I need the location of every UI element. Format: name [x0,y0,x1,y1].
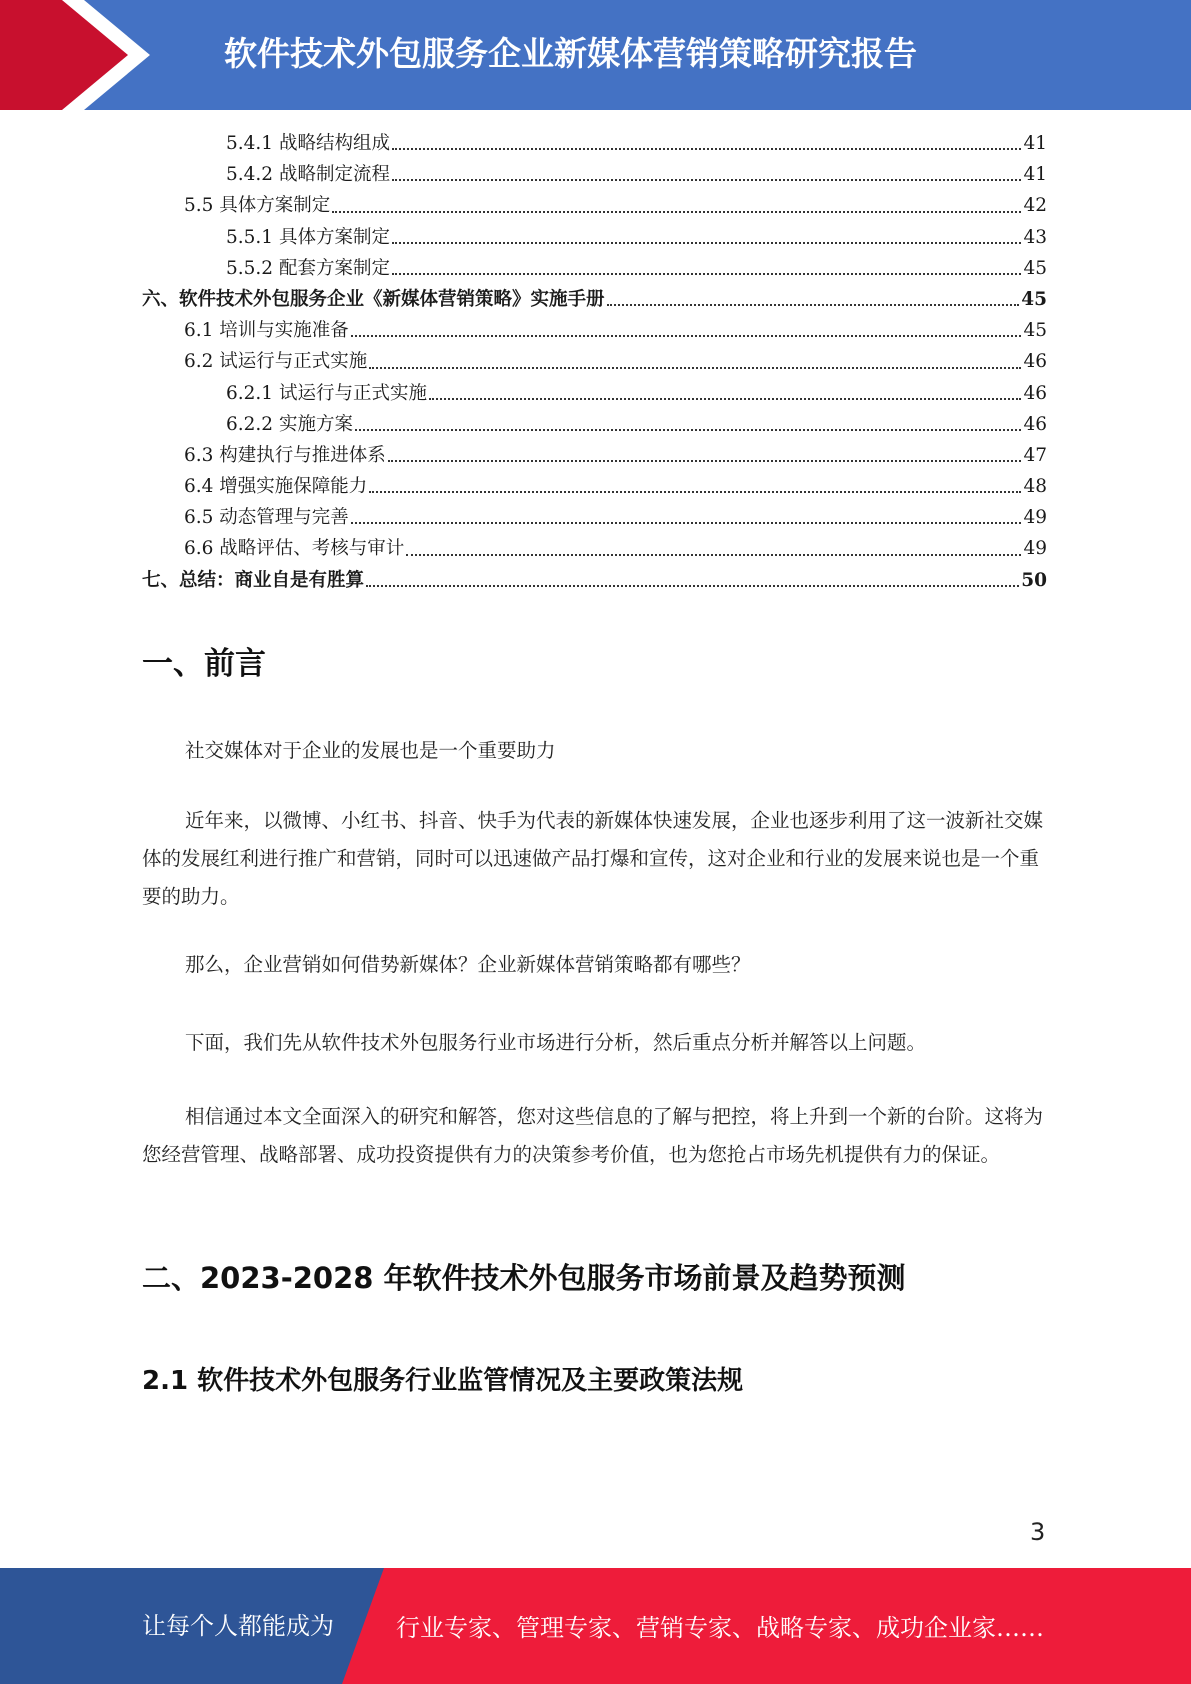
toc-entry[interactable] [142,471,1047,502]
table-of-contents [142,128,1047,596]
toc-leader-dots [351,334,1022,337]
toc-entry-label: 6.2.2 实施方案 [226,413,353,435]
toc-entry-page: 45 [1023,257,1047,279]
header-title: 软件技术外包服务企业新媒体营销策略研究报告 [224,34,917,73]
subsection-heading-regulation: 2.1 软件技术外包服务行业监管情况及主要政策法规 [142,1366,744,1396]
toc-entry-label: 5.4.2 战略制定流程 [226,164,390,186]
paragraph: 相信通过本文全面深入的研究和解答，您对这些信息的了解与把控，将上升到一个新的台阶。这将为您经营管理、战略部署、成功投资提供有力的决策参考价值，也为您抢占市场先机提供有力的保证。 [142,1105,1044,1166]
toc-entry[interactable] [142,502,1047,533]
toc-leader-dots [351,521,1022,524]
toc-leader-dots [607,303,1020,306]
toc-entry-label: 七、总结：商业自是有胜算 [142,569,365,591]
toc-entry[interactable] [142,533,1047,564]
paragraph: 社交媒体对于企业的发展也是一个重要助力 [185,739,556,762]
paragraph: 那么，企业营销如何借势新媒体？企业新媒体营销策略都有哪些？ [185,953,751,976]
toc-entry-label: 5.5 具体方案制定 [184,195,331,217]
toc-entry[interactable] [142,565,1047,596]
toc-entry[interactable] [142,253,1047,284]
toc-entry-label: 5.5.2 配套方案制定 [226,257,390,279]
toc-entry-page: 42 [1023,195,1047,217]
toc-entry[interactable] [142,315,1047,346]
page-header-banner [0,0,1191,110]
toc-entry-label: 6.2.1 试运行与正式实施 [226,382,427,404]
toc-leader-dots [392,241,1021,244]
toc-entry-label: 5.4.1 战略结构组成 [226,133,390,154]
toc-leader-dots [392,272,1021,275]
toc-entry-label: 6.6 战略评估、考核与审计 [184,538,405,560]
toc-entry-label: 6.5 动态管理与完善 [184,507,349,529]
toc-entry[interactable] [142,409,1047,440]
toc-leader-dots [392,147,1021,150]
toc-entry[interactable] [142,378,1047,409]
page-footer-banner [0,1568,1191,1684]
toc-entry-label: 6.1 培训与实施准备 [184,320,349,342]
toc-entry-page: 46 [1023,413,1047,435]
toc-entry-page: 48 [1023,476,1047,498]
toc-entry-page: 41 [1023,164,1047,186]
page-number: 3 [1030,1518,1046,1546]
toc-entry-label: 六、软件技术外包服务企业《新媒体营销策略》实施手册 [142,288,605,310]
section-heading-preface: 一、前言 [142,646,266,682]
toc-entry-label: 5.5.1 具体方案制定 [226,226,390,248]
toc-entry[interactable] [142,440,1047,471]
paragraph: 下面，我们先从软件技术外包服务行业市场进行分析，然后重点分析并解答以上问题。 [185,1031,927,1054]
toc-entry[interactable] [142,190,1047,221]
toc-entry[interactable] [142,159,1047,190]
toc-entry-page: 45 [1023,320,1047,342]
toc-entry-page: 50 [1021,569,1047,591]
paragraph: 近年来，以微博、小红书、抖音、快手为代表的新媒体快速发展，企业也逐步利用了这一波新社交媒体的发展红利进行推广和营销，同时可以迅速做产品打爆和宣传，这对企业和行业的发展来说也是一个重要的助力。 [142,809,1044,908]
toc-entry-label: 6.4 增强实施保障能力 [184,476,368,498]
section-heading-market-outlook: 二、2023-2028 年软件技术外包服务市场前景及趋势预测 [142,1261,906,1295]
toc-entry[interactable] [142,128,1047,159]
toc-leader-dots [332,210,1021,213]
toc-entry[interactable] [142,222,1047,253]
toc-leader-dots [369,490,1021,493]
toc-entry-page: 41 [1023,133,1047,154]
footer-slogan-left: 让每个人都能成为 [142,1612,334,1640]
toc-entry[interactable] [142,346,1047,377]
toc-entry-page: 43 [1023,226,1047,248]
toc-entry-page: 49 [1023,507,1047,529]
toc-entry-label: 6.2 试运行与正式实施 [184,351,368,373]
toc-leader-dots [406,553,1021,556]
toc-entry-page: 47 [1023,444,1047,466]
toc-leader-dots [388,459,1022,462]
toc-leader-dots [366,584,1019,587]
toc-leader-dots [392,178,1021,181]
toc-entry-page: 49 [1023,538,1047,560]
toc-entry-page: 46 [1023,382,1047,404]
footer-slogan-right: 行业专家、管理专家、营销专家、战略专家、成功企业家…… [396,1614,1044,1642]
toc-entry-page: 46 [1023,351,1047,373]
toc-entry-page: 45 [1021,288,1047,310]
toc-entry[interactable] [142,284,1047,315]
toc-entry-label: 6.3 构建执行与推进体系 [184,444,386,466]
toc-leader-dots [369,366,1021,369]
toc-leader-dots [429,397,1021,400]
toc-leader-dots [355,428,1022,431]
